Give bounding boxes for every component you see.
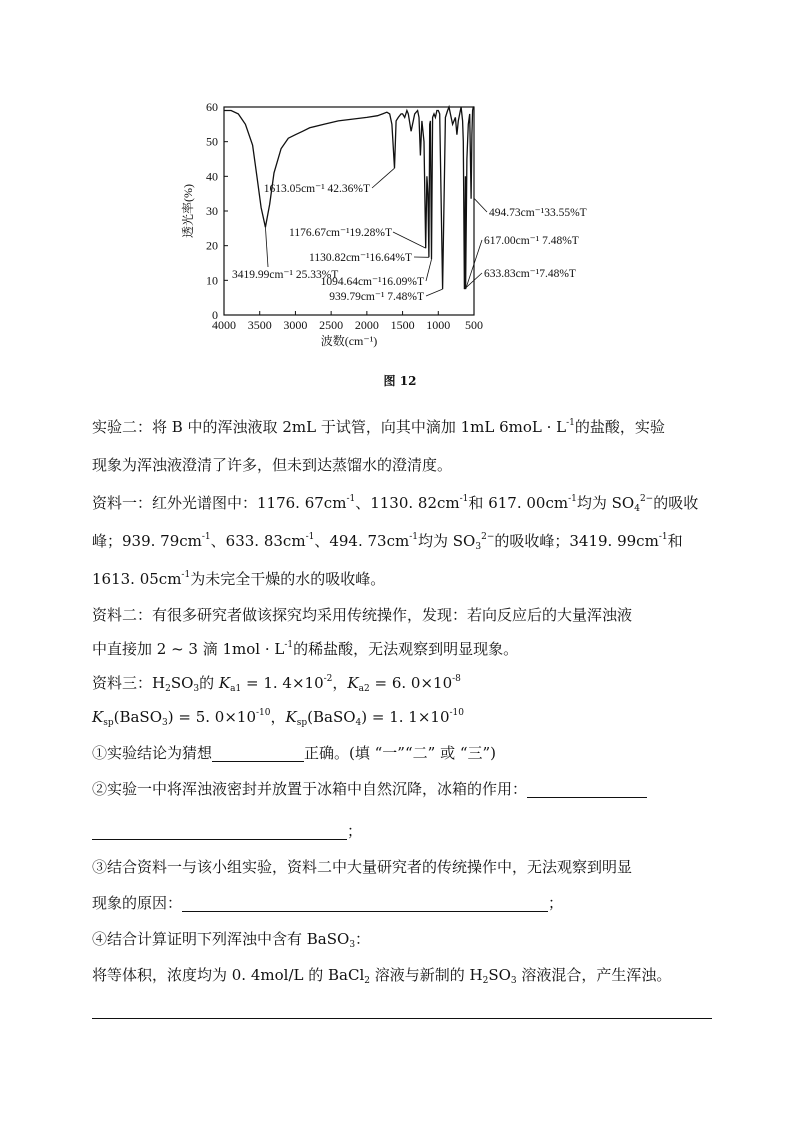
ir-spectrum-chart	[180, 95, 640, 360]
question-2-line-2: ；	[92, 812, 722, 850]
peak-annotation: 617.00cm⁻¹ 7.48%T	[484, 235, 579, 247]
x-tick-label: 3500	[247, 318, 272, 332]
experiment-2-line-2: 现象为浑浊液澄清了许多，但未到达蒸馏水的澄清度。	[92, 456, 453, 474]
annotation-leader-line	[426, 289, 443, 296]
answer-blank-2b[interactable]	[92, 821, 347, 840]
y-tick-label: 30	[206, 204, 218, 218]
resource-1-line-2: 峰；939. $79cm^{-1}$、633. $83cm^{-1}$、494. $73cm^{-1}$均为 $SO_3^{2-}$的吸收峰；3419. $99cm^{-1}$和	[92, 532, 683, 552]
ir-spectrum-svg	[180, 95, 640, 360]
annotation-leader-line	[464, 273, 482, 289]
annotation-leader-line	[393, 232, 426, 248]
figure-caption: 图 12	[383, 374, 417, 388]
experiment-2-line-1: 实验二：将 B 中的浑浊液取 2mL 于试管，向其中滴加 1mL $6moL \cdot L^{-1}$的盐酸，实验	[92, 418, 665, 436]
x-tick-label: 500	[465, 318, 483, 332]
peak-annotation: 3419.99cm⁻¹ 25.33%T	[232, 269, 339, 281]
question-3-line-1: ③结合资料一与该小组实验，资料二中大量研究者的传统操作中，无法观察到明显	[92, 858, 633, 876]
y-tick-label: 50	[206, 134, 218, 149]
question-4-line-2: 将等体积，浓度均为 0. 4mol/L 的 BaCl$_2$ 溶液与新制的 $H_2SO_3$ 溶液混合，产生浑浊。	[92, 966, 672, 986]
annotation-leader-line	[265, 227, 268, 267]
x-tick-label: 1500	[390, 318, 415, 332]
y-tick-label: 40	[206, 169, 218, 184]
peak-annotation: 1094.64cm⁻¹16.09%T	[320, 276, 424, 288]
resource-1-line-3: 1613. $05cm^{-1}$为未完全干燥的水的吸收峰。	[92, 570, 386, 588]
peak-annotation: 1613.05cm⁻¹ 42.36%T	[263, 183, 370, 195]
peak-annotation: 939.79cm⁻¹ 7.48%T	[329, 291, 424, 303]
x-tick-label: 2500	[319, 318, 344, 332]
peak-annotation: 1130.82cm⁻¹16.64%T	[309, 252, 412, 264]
x-tick-label: 3000	[283, 318, 308, 332]
annotation-leader-line	[474, 199, 487, 212]
answer-blank-1[interactable]	[212, 743, 304, 762]
y-tick-label: 0	[212, 308, 218, 322]
resource-2-line-1: 资料二：有很多研究者做该探究均采用传统操作，发现：若向反应后的大量浑浊液	[92, 606, 633, 624]
y-tick-label: 20	[206, 238, 218, 253]
y-tick-label: 60	[206, 100, 218, 114]
peak-annotation: 633.83cm⁻¹7.48%T	[484, 268, 576, 280]
answer-line-4[interactable]	[92, 1018, 712, 1019]
question-2-line-1: ②实验一中将浑浊液密封并放置于冰箱中自然沉降，冰箱的作用：	[92, 770, 722, 808]
annotation-leader-line	[426, 259, 432, 281]
resource-3-line-1: 资料三：$H_2SO_3$的 $K_{a1} = 1$. $4\times 10^{-2}$，$K_{a2} = 6$. $0\times 10^{-8}$	[92, 674, 461, 694]
answer-blank-2a[interactable]	[527, 779, 647, 798]
resource-3-line-2: $K_{sp}(BaSO_3) = 5$. $0\times 10^{-10}$，$K_{sp}(BaSO_4) = 1$. $1\times 10^{-10}$	[92, 708, 465, 728]
peak-annotation: 1176.67cm⁻¹19.28%T	[289, 227, 392, 239]
resource-2-line-2: 中直接加 2 ~ 3 滴 $1mol \cdot L^{-1}$的稀盐酸，无法观察到明显现象。	[92, 640, 519, 658]
x-tick-label: 2000	[354, 318, 379, 332]
x-tick-label: 4000	[212, 318, 236, 332]
y-axis-label: 透光率(%)	[181, 184, 195, 238]
question-3-line-2: 现象的原因： ；	[92, 894, 564, 912]
x-axis-label: 波数(cm⁻¹)	[320, 334, 378, 348]
resource-1-line-1: 资料一：红外光谱图中：1176. $67cm^{-1}$、1130. $82cm^{-1}$和 617. $00cm^{-1}$均为 $SO_4^{2-}$的吸收	[92, 494, 699, 514]
answer-blank-3[interactable]	[182, 893, 548, 912]
y-tick-label: 10	[206, 273, 218, 288]
peak-annotation: 494.73cm⁻¹33.55%T	[489, 207, 587, 219]
x-tick-label: 1000	[426, 318, 451, 332]
annotation-leader-line	[372, 168, 394, 188]
question-1: ①实验结论为猜想 正确。(填 “一”“二” 或 “三”)	[92, 744, 497, 762]
question-4-line-1: ④结合计算证明下列浑浊中含有 BaSO$_3$：	[92, 930, 371, 950]
